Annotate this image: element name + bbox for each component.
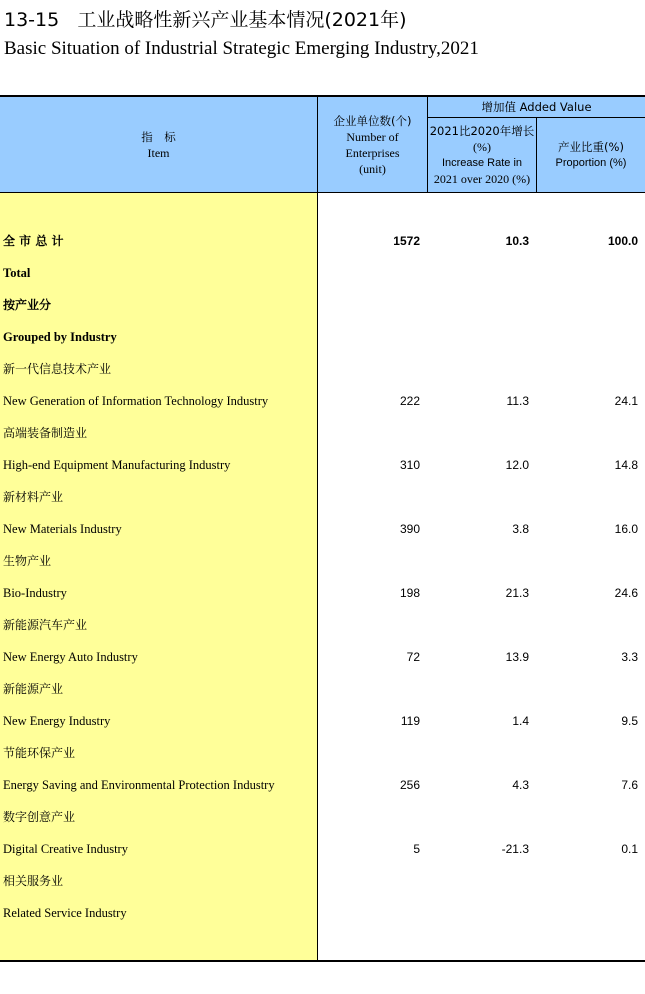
row-proportion: 100.0 [607, 234, 638, 248]
row-label-zh: 生物产业 [3, 554, 52, 568]
row-rate: -21.3 [501, 842, 529, 856]
row-label-zh: 新一代信息技术产业 [3, 362, 112, 376]
header-rate-en-2: 2021 over 2020 (%) [433, 172, 531, 186]
row-rate: 10.3 [505, 234, 529, 248]
row-label-zh: 新能源汽车产业 [3, 618, 88, 632]
table-row-en [0, 641, 645, 673]
row-label-zh: 全 市 总 计 [3, 234, 64, 248]
row-label-zh: 节能环保产业 [3, 746, 76, 760]
row-enterprises: 1572 [393, 234, 420, 248]
header-rate [428, 118, 536, 192]
row-enterprises: 119 [400, 714, 420, 728]
table-row-total-zh [0, 225, 645, 257]
row-proportion: 9.5 [621, 714, 638, 728]
row-label-en: Digital Creative Industry [3, 842, 128, 856]
row-proportion: 16.0 [614, 522, 638, 536]
table-row-zh [0, 865, 645, 897]
row-label-zh: 新能源产业 [3, 682, 64, 696]
page-title-chinese [4, 8, 407, 32]
table-row-zh [0, 417, 645, 449]
row-rate: 3.8 [512, 522, 529, 536]
row-enterprises: 390 [399, 522, 420, 536]
row-rate: 12.0 [505, 458, 529, 472]
row-proportion: 24.1 [614, 394, 638, 408]
row-label-en: New Energy Industry [3, 714, 111, 728]
header-added-value-text: 增加值 Added Value [481, 100, 592, 114]
table-row-zh [0, 353, 645, 385]
table-row-total-en [0, 257, 645, 289]
header-added-value [428, 97, 645, 117]
page-title-english: Basic Situation of Industrial Strategic Emerging Industry,2021 [4, 38, 479, 59]
row-rate: 13.9 [505, 650, 529, 664]
table-row-zh [0, 673, 645, 705]
table-row-zh [0, 481, 645, 513]
table-row-zh [0, 737, 645, 769]
row-proportion: 14.8 [614, 458, 638, 472]
header-rate-en-1: Increase Rate in [441, 157, 523, 169]
row-proportion: 3.3 [621, 650, 638, 664]
table-code: 13-15 [4, 9, 60, 31]
header-item-en: Item [147, 146, 170, 160]
row-enterprises: 72 [406, 650, 420, 664]
table-row-group-zh [0, 289, 645, 321]
header-rate-pct: (%) [473, 140, 491, 154]
header-item-zh: 指 标 [141, 130, 176, 144]
header-enterprises [318, 97, 427, 193]
row-label-zh: 数字创意产业 [3, 810, 76, 824]
table-row-zh [0, 801, 645, 833]
row-label-zh: 按产业分 [3, 298, 52, 312]
row-rate: 4.3 [512, 778, 529, 792]
row-enterprises: 5 [413, 842, 420, 856]
row-proportion: 7.6 [621, 778, 638, 792]
row-enterprises: 256 [399, 778, 420, 792]
header-enterprises-unit: (unit) [359, 162, 386, 176]
row-label-en: Energy Saving and Environmental Protection Industry [3, 778, 275, 792]
table-row-en [0, 769, 645, 801]
row-label-en: New Materials Industry [3, 522, 122, 536]
table-row-en [0, 897, 645, 929]
row-enterprises: 198 [399, 586, 420, 600]
table-row-zh [0, 545, 645, 577]
table-row-en [0, 833, 645, 865]
row-label-zh: 新材料产业 [3, 490, 64, 504]
row-proportion: 0.1 [621, 842, 638, 856]
title-zh-text: 工业战略性新兴产业基本情况(2021年) [77, 9, 407, 31]
row-label-zh: 相关服务业 [3, 874, 64, 888]
row-label-en: High-end Equipment Manufacturing Industry [3, 458, 231, 472]
row-label-en: New Energy Auto Industry [3, 650, 138, 664]
header-item [0, 97, 317, 193]
header-proportion-en: Proportion (%) [555, 157, 627, 169]
row-enterprises: 310 [399, 458, 420, 472]
table-row-en [0, 449, 645, 481]
row-label-en: Bio-Industry [3, 586, 67, 600]
row-label-en: Total [3, 266, 31, 280]
statistics-table [0, 95, 645, 963]
header-rate-zh: 2021比2020年增长 [429, 124, 535, 138]
row-proportion: 24.6 [614, 586, 638, 600]
table-row-en [0, 577, 645, 609]
row-rate: 11.3 [506, 394, 529, 408]
header-proportion-zh: 产业比重(%) [558, 140, 624, 154]
table-row-zh [0, 609, 645, 641]
table-bottom-rule [0, 960, 645, 962]
row-rate: 21.3 [505, 586, 529, 600]
table-row-en [0, 385, 645, 417]
table-row-en [0, 513, 645, 545]
row-rate: 1.4 [512, 714, 529, 728]
row-enterprises: 222 [399, 394, 420, 408]
header-enterprises-zh: 企业单位数(个) [333, 114, 412, 128]
table-row-en [0, 705, 645, 737]
header-enterprises-en-1: Number of [346, 130, 399, 144]
row-label-en: Related Service Industry [3, 906, 127, 920]
row-label-en: Grouped by Industry [3, 330, 117, 344]
row-label-zh: 高端装备制造业 [3, 426, 88, 440]
header-enterprises-en-2: Enterprises [345, 146, 400, 160]
header-proportion [537, 118, 645, 192]
row-label-en: New Generation of Information Technology Industry [3, 394, 269, 408]
table-row-group-en [0, 321, 645, 353]
